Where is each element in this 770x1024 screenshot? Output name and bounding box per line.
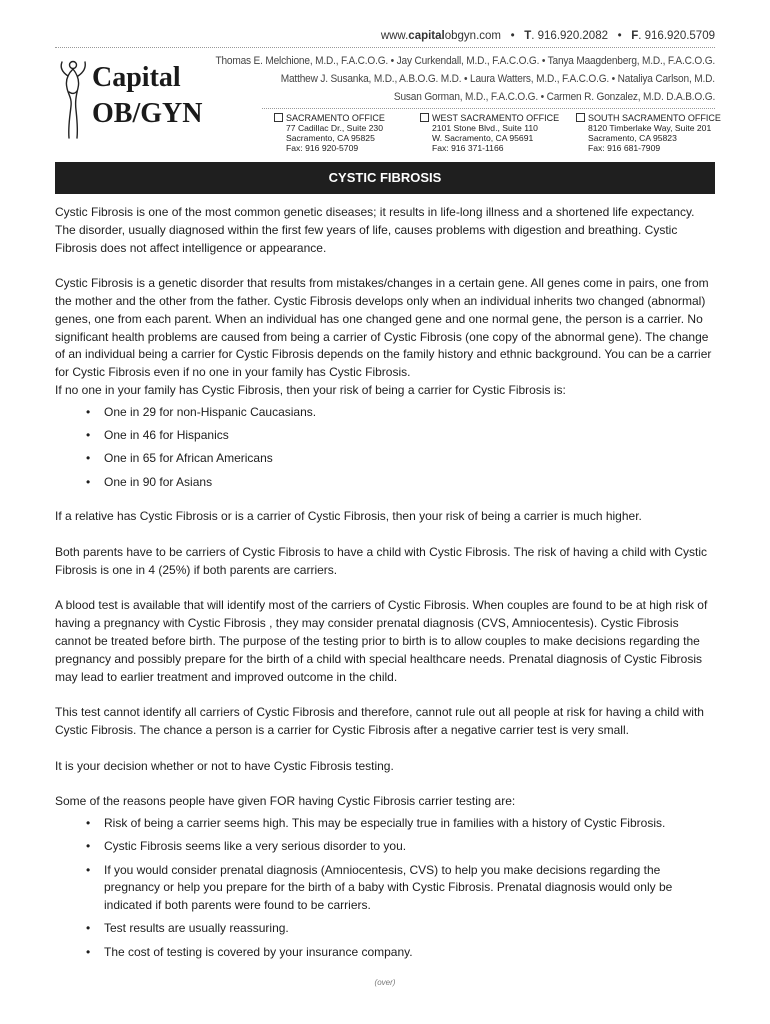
office-south-sacramento (576, 113, 721, 153)
contact-line: www.capitalobgyn.com • T. 916.920.2082 • F. 916.920.5709 (380, 30, 715, 42)
paragraph-risk-intro: If no one in your family has Cystic Fibrosis, then your risk of being a carrier for Cystic Fibrosis is: (55, 382, 566, 397)
page-title: CYSTIC FIBROSIS (55, 162, 715, 194)
office-fax: Fax: 916 681-7909 (588, 143, 661, 153)
separator-bullet: • (617, 30, 622, 42)
doctor-line-2: Matthew J. Susanka, M.D., A.B.O.G. M.D. • Laura Watters, M.D., F.A.C.O.G. • Nataliya Carlson, M.D. (280, 73, 715, 85)
office-fax: Fax: 916 371-1166 (432, 143, 504, 153)
website-prefix: www. (380, 30, 409, 42)
logo-title-line-1: Capital (92, 62, 181, 93)
list-item: • Risk of being a carrier seems high. This may be especially true in families with a history of Cystic Fibrosis. (55, 815, 715, 833)
list-item: • One in 65 for African Americans (55, 450, 715, 468)
list-item: • Test results are usually reassuring. (55, 920, 715, 938)
office-fax: Fax: 916 920-5709 (286, 143, 359, 153)
fax-number: 916.920.5709 (644, 30, 715, 42)
paragraph-limitations: This test cannot identify all carriers of Cystic Fibrosis and therefore, cannot rule out all people at risk for having a child with Cystic Fibrosis. The chance a person is a carrier for Cystic Fibrosis after a negative carrier test is very small. (55, 705, 704, 738)
office-city: Sacramento, CA 95823 (588, 133, 677, 143)
office-west-sacramento (420, 113, 559, 153)
list-item: • Cystic Fibrosis seems like a very serious disorder to you. (55, 838, 715, 856)
phone-number: 916.920.2082 (537, 30, 608, 42)
doctor-line-3: Susan Gorman, M.D., F.A.C.O.G. • Carmen R. Gonzalez, M.D. D.A.B.O.G. (393, 91, 715, 103)
office-address: 2101 Stone Blvd., Suite 110 (432, 123, 538, 133)
office-checkbox[interactable] (420, 113, 429, 122)
website-link[interactable] (381, 30, 501, 42)
phone-label: T (524, 30, 532, 42)
office-name: SOUTH SACRAMENTO OFFICE (588, 113, 721, 123)
list-item: • The cost of testing is covered by your insurance company. (55, 944, 715, 962)
office-checkbox[interactable] (576, 113, 585, 122)
office-address: 77 Cadillac Dr., Suite 230 (286, 123, 383, 133)
paragraph-reasons-intro: Some of the reasons people have given FOR having Cystic Fibrosis carrier testing are: (55, 794, 516, 809)
reasons-list (55, 815, 715, 962)
paragraph-intro: Cystic Fibrosis is one of the most common genetic diseases; it results in life-long illness and a shortened life expectancy. The disorder, usually diagnosed within the first few years of life, causes problems with digestion and breathing. Cystic Fibrosis does not affect intelligence or appearance. (55, 205, 695, 255)
website-bold: capital (408, 30, 445, 42)
figure-icon (56, 58, 92, 142)
risk-list (55, 404, 715, 492)
paragraph-decision: It is your decision whether or not to have Cystic Fibrosis testing. (55, 758, 394, 773)
document-body (55, 204, 715, 967)
office-city: Sacramento, CA 95825 (286, 133, 375, 143)
list-item: • One in 90 for Asians (55, 474, 715, 492)
page-footer: (over) (374, 978, 396, 987)
office-name: SACRAMENTO OFFICE (286, 113, 385, 123)
fax-label: F (631, 30, 639, 42)
office-sacramento (274, 113, 385, 153)
list-item: • One in 46 for Hispanics (55, 427, 715, 445)
paragraph-blood-test: A blood test is available that will identify most of the carriers of Cystic Fibrosis. When couples are found to be at high risk of having a pregnancy with Cystic Fibrosis , they may consider prenatal diagnosis (CVS, Amniocentesis). Cystic Fibrosis cannot be treated before birth. The purpose of the testing prior to birth is to allow couples to make decisions regarding the pregnancy and possibly prepare for the birth of a child with special healthcare needs. Prenatal diagnosis of Cystic Fibrosis may lead to earlier treatment and improved outcome in the child. (55, 598, 708, 684)
separator-bullet: • (510, 30, 515, 42)
paragraph-relative: If a relative has Cystic Fibrosis or is a carrier of Cystic Fibrosis, then your risk of being a carrier is much higher. (55, 509, 642, 524)
divider (55, 47, 715, 48)
logo (56, 56, 216, 146)
office-checkbox[interactable] (274, 113, 283, 122)
office-city: W. Sacramento, CA 95691 (432, 133, 534, 143)
office-name: WEST SACRAMENTO OFFICE (432, 113, 560, 123)
paragraph-parents: Both parents have to be carriers of Cystic Fibrosis to have a child with Cystic Fibrosis. The risk of having a child with Cystic Fibrosis is one in 4 (25%) if both parents are carriers. (55, 545, 708, 577)
logo-title-line-2: OB/GYN (92, 98, 203, 129)
website-suffix: obgyn.com (444, 30, 501, 42)
divider (262, 108, 715, 109)
list-item: • If you would consider prenatal diagnosis (Amniocentesis, CVS) to help you make decisions regarding the pregnancy or help you prepare for the birth of a baby with Cystic Fibrosis. Prenatal diagnosis would only be indicated if both parents were found to be carriers. (55, 862, 715, 915)
office-address: 8120 Timberlake Way, Suite 201 (588, 123, 712, 133)
paragraph-genetics: Cystic Fibrosis is a genetic disorder that results from mistakes/changes in a certain gene. All genes come in pairs, one from the mother and the other from the father. Cystic Fibrosis develops only when an individual inherits two changed (abnormal) genes, one from each parent. When an individual has one changed gene and one normal gene, the person is a carrier. No significant health problems are caused from being a carrier of Cystic Fibrosis (one copy of the abnormal gene). The change of an individual being a carrier for Cystic Fibrosis depends on the family history and ethnic background. You can be a carrier for Cystic Fibrosis even if no one in your family has Cystic Fibrosis. (55, 276, 712, 380)
list-item: • One in 29 for non-Hispanic Caucasians. (55, 404, 715, 422)
doctor-line-1: Thomas E. Melchione, M.D., F.A.C.O.G. • Jay Curkendall, M.D., F.A.C.O.G. • Tanya Maagdenberg, M.D., F.A.C.O.G. (215, 55, 715, 67)
